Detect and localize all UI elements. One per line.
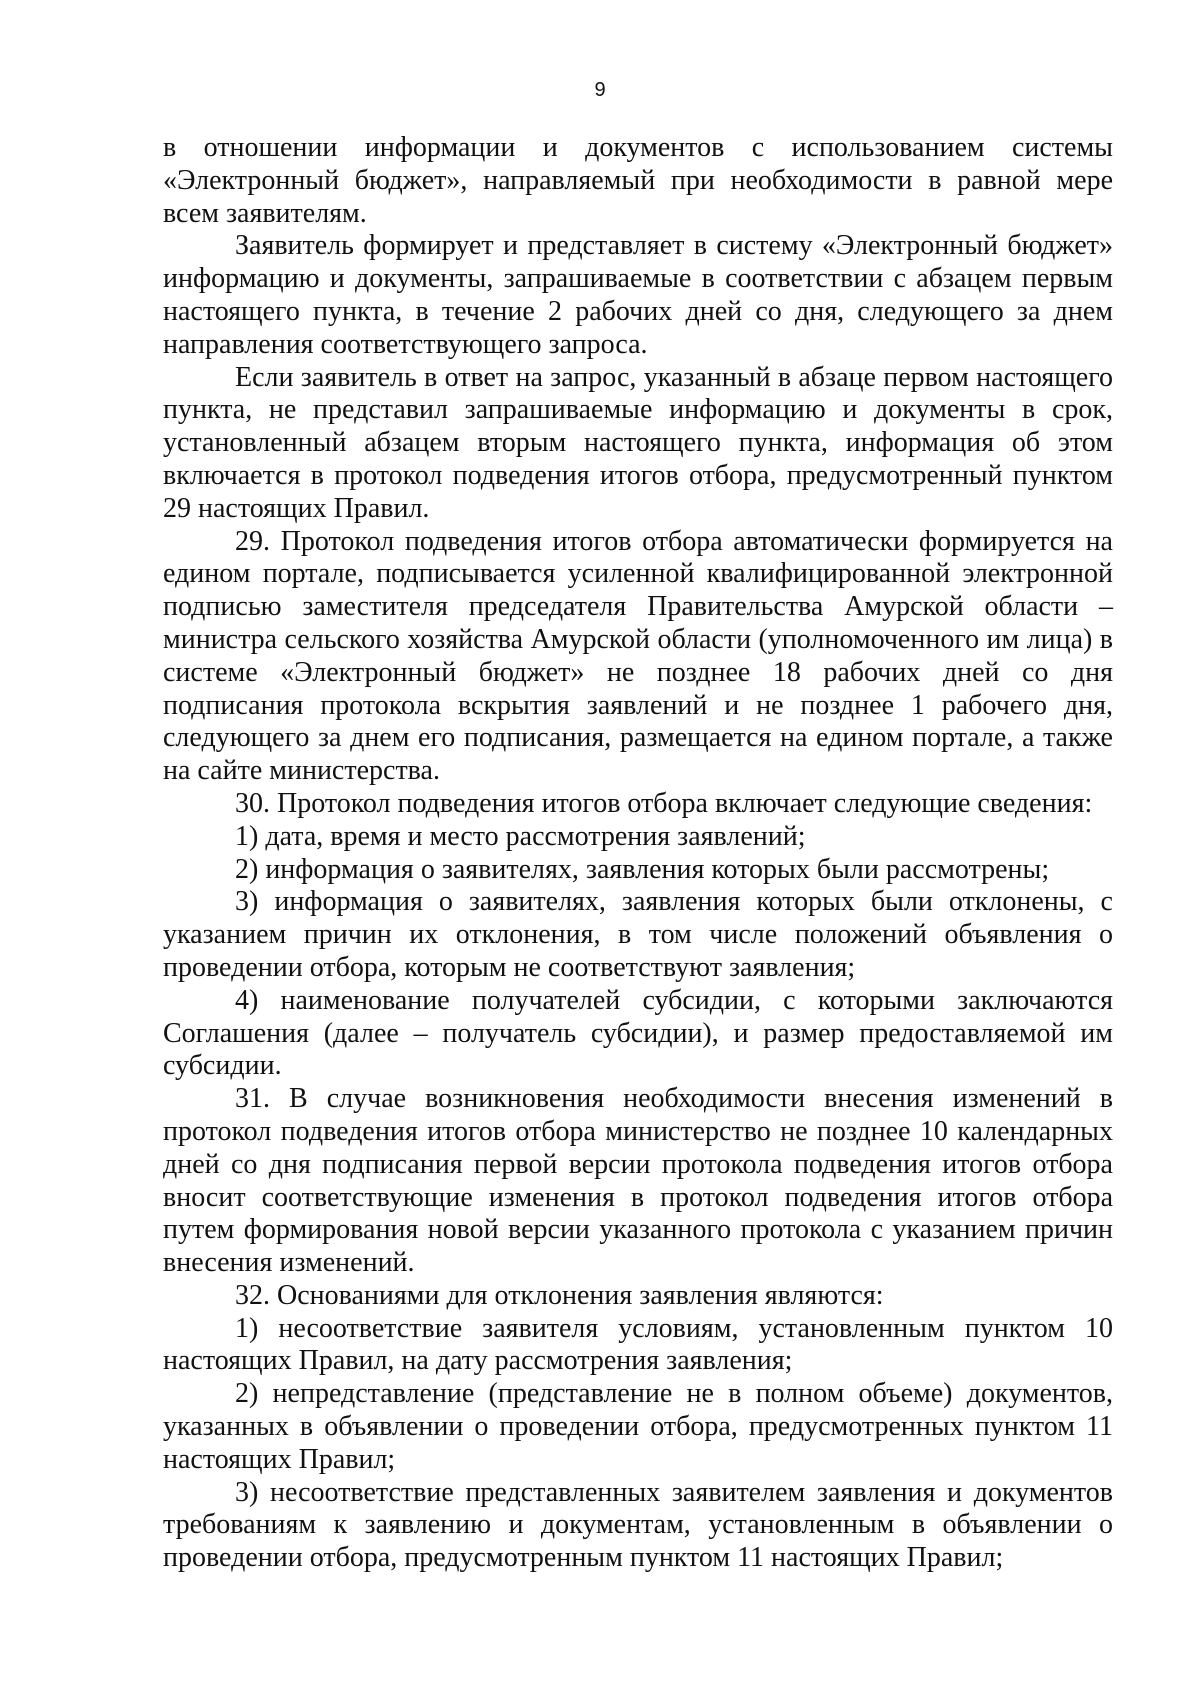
paragraph-clause-32: 32. Основаниями для отклонения заявления являются: <box>235 1279 884 1311</box>
paragraph-clause-30: 30. Протокол подведения итогов отбора включает следующие сведения: <box>235 787 1093 819</box>
paragraph-clause-31: 31. В случае возникновения необходимости внесения изменений в протокол подведения итогов отбора министерство не позднее 10 календарных дней со дня подписания первой версии протокола подведения итогов отбора вносит соответствующие изменения в протокол подведения итогов отбора путем формирования новой версии указанного протокола с указанием причин внесения изменений. <box>163 1083 1113 1279</box>
document-body <box>163 132 1113 1575</box>
list-item-30-1: 1) дата, время и место рассмотрения заявлений; <box>235 820 806 852</box>
page-number: 9 <box>594 79 606 101</box>
list-item-30-2: 2) информация о заявителях, заявления которых были рассмотрены; <box>235 853 1050 885</box>
list-item-32-3: 3) несоответствие представленных заявителем заявления и документов требованиям к заявлению и документам, установленным в объявлении о проведении отбора, предусмотренным пунктом 11 настоящих Правил; <box>163 1476 1113 1574</box>
paragraph-clause-29: 29. Протокол подведения итогов отбора автоматически формируется на едином портале, подписывается усиленной квалифицированной электронной подписью заместителя председателя Правительства Амурской области – министра сельского хозяйства Амурской области (уполномоченного им лица) в системе «Электронный бюджет» не позднее 18 рабочих дней со дня подписания протокола вскрытия заявлений и не позднее 1 рабочего дня, следующего за днем его подписания, размещается на едином портале, а также на сайте министерства. <box>163 525 1113 787</box>
paragraph-applicant-submission: Заявитель формирует и представляет в систему «Электронный бюджет» информацию и документы, запрашиваемые в соответствии с абзацем первым настоящего пункта, в течение 2 рабочих дней со дня, следующего за днем направления соответствующего запроса. <box>163 230 1113 360</box>
paragraph-no-response: Если заявитель в ответ на запрос, указанный в абзаце первом настоящего пункта, не представил запрашиваемые информацию и документы в срок, установленный абзацем вторым настоящего пункта, информация об этом включается в протокол подведения итогов отбора, предусмотренный пунктом 29 настоящих Правил. <box>163 361 1113 524</box>
list-item-30-4: 4) наименование получателей субсидии, с которыми заключаются Соглашения (далее – получатель субсидии), и размер предоставляемой им субсидии. <box>163 984 1113 1082</box>
list-item-32-1: 1) несоответствие заявителя условиям, установленным пунктом 10 настоящих Правил, на дату рассмотрения заявления; <box>163 1312 1113 1377</box>
list-item-32-2: 2) непредставление (представление не в полном объеме) документов, указанных в объявлении о проведении отбора, предусмотренных пунктом 11 настоящих Правил; <box>163 1378 1113 1475</box>
paragraph-continuation: в отношении информации и документов с использованием системы «Электронный бюджет», направляемый при необходимости в равной мере всем заявителям. <box>163 132 1113 229</box>
list-item-30-3: 3) информация о заявителях, заявления которых были отклонены, с указанием причин их отклонения, в том числе положений объявления о проведении отбора, которым не соответствуют заявления; <box>163 886 1113 983</box>
